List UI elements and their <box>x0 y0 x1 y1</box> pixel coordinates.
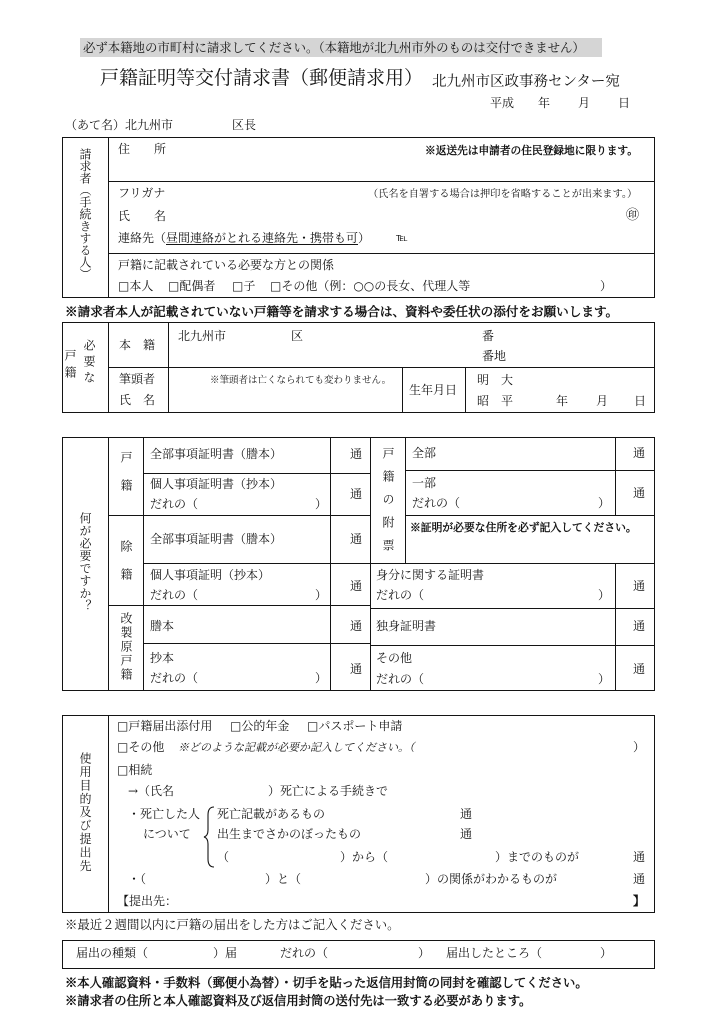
submit-to-open: 【提出先： <box>117 894 178 908</box>
whose-label: だれの（ <box>150 497 199 511</box>
other-count-input[interactable] <box>617 648 631 688</box>
fuhyo-all-item: 全部 <box>412 446 437 460</box>
joseki-group-label: 除籍 <box>119 540 133 596</box>
koseki-full-item: 全部事項証明書（謄本） <box>150 447 283 461</box>
divider <box>370 645 655 646</box>
other-certificate-item: その他 <box>376 651 413 665</box>
divider <box>108 715 109 913</box>
notification-type-open: 届出の種類（ <box>76 946 149 960</box>
divider <box>108 181 655 182</box>
birth-year-label: 年 <box>556 394 569 408</box>
range-open: （ <box>217 850 230 864</box>
count-unit: 通 <box>350 447 363 461</box>
divider <box>405 470 655 471</box>
single-count-input[interactable] <box>617 611 631 643</box>
other-purpose-close: ） <box>633 740 646 754</box>
status-count-input[interactable] <box>617 566 631 606</box>
name-input[interactable] <box>175 205 615 225</box>
checkbox-other-purpose[interactable]: □その他 <box>117 740 165 754</box>
birth-month-label: 月 <box>596 394 609 408</box>
honseki-label: 本 籍 <box>119 338 156 352</box>
register-section-label-a: 必要な <box>82 339 96 387</box>
divider <box>108 137 109 298</box>
fuhyo-address-input[interactable] <box>410 538 650 560</box>
checkbox-other-relation[interactable]: □その他（例：○○の長女、代理人等 <box>270 279 471 293</box>
fuhyo-all-count-input[interactable] <box>617 440 631 468</box>
brace-icon <box>203 806 215 868</box>
head-name-input[interactable] <box>174 388 398 408</box>
ward-name-input[interactable] <box>230 328 288 344</box>
footer-note-address-match: ※請求者の住所と本人確認資料及び返信用封筒の送付先は一致する必要があります。 <box>65 993 532 1008</box>
era-row-1[interactable]: 明 大 <box>477 373 514 387</box>
fuhyo-group-label: 戸籍の附票 <box>381 447 395 562</box>
address-note: ※返送先は申請者の住民登録地に限ります。 <box>425 144 638 157</box>
divider <box>370 608 655 609</box>
range-to: ）までのものが <box>495 850 580 864</box>
fuhyo-part-count-input[interactable] <box>617 472 631 512</box>
contact-hint: 昼間連絡がとれる連絡先・携帯も可 <box>166 231 359 245</box>
about-line-2: について <box>143 827 191 841</box>
deceased-prefix: →（氏名 <box>128 784 175 798</box>
whose-close: ） <box>598 588 611 602</box>
joseki-full-item: 全部事項証明書（謄本） <box>150 532 283 546</box>
range-end-input[interactable] <box>390 849 492 865</box>
whose-close: ） <box>598 496 611 510</box>
divider <box>405 515 655 516</box>
notice-banner <box>80 38 602 57</box>
notification-type-input[interactable] <box>150 944 210 964</box>
head-label: 筆頭者 <box>119 372 156 386</box>
divider <box>108 367 655 368</box>
honseki-banchi: 番地 <box>482 349 507 363</box>
notice-text: 必ず本籍地の市町村に請求してください。（本籍地が北九州市外のものは交付できません） <box>83 40 585 55</box>
checkbox-spouse[interactable]: □配偶者 <box>168 279 216 293</box>
relation-close: ） <box>600 279 613 293</box>
count-unit: 通 <box>460 827 473 841</box>
kaisei-full-count-input[interactable] <box>332 608 348 640</box>
whose-label: だれの（ <box>376 588 425 602</box>
count-unit: 通 <box>633 619 646 633</box>
requester-section-label: 請求者（手続きする人） <box>78 148 92 280</box>
checkbox-inheritance[interactable]: □相続 <box>117 763 153 777</box>
whose-close: ） <box>315 497 328 511</box>
count-unit: 通 <box>633 872 646 886</box>
count-unit: 通 <box>350 487 363 501</box>
deceased-name-input[interactable] <box>180 783 265 799</box>
honseki-ward: 区 <box>291 329 304 343</box>
divider <box>615 563 616 691</box>
recipient-prefix: （あて名）北九州市 <box>65 118 174 132</box>
koseki-individual-item: 個人事項証明書（抄本） <box>150 477 283 491</box>
death-record-item: 死亡記載があるもの <box>217 807 326 821</box>
name-label: 氏 名 <box>118 209 167 223</box>
submit-to-input[interactable] <box>180 893 630 909</box>
address-label: 住 所 <box>118 142 167 156</box>
honseki-city: 北九州市 <box>178 329 227 343</box>
count-unit: 通 <box>633 662 646 676</box>
recipient-suffix: 区長 <box>232 118 257 132</box>
notification-type-close: ）届 <box>213 946 238 960</box>
relation-person-a-input[interactable] <box>155 871 261 887</box>
kaisei-group-label: 改製原戸籍 <box>119 612 133 682</box>
checkbox-pension[interactable]: □公的年金 <box>230 719 290 733</box>
recent-note: ※最近２週間以内に戸籍の届出をした方はご記入ください。 <box>65 917 400 932</box>
relation-and: ）と（ <box>265 872 302 886</box>
count-unit: 通 <box>633 579 646 593</box>
status-certificate-item: 身分に関する証明書 <box>376 568 485 582</box>
koseki-individual-count-input[interactable] <box>332 476 348 512</box>
joseki-individual-item: 個人事項証明（抄本） <box>150 568 271 582</box>
back-to-birth-item: 出生までさかのぼったもの <box>217 827 362 841</box>
birth-label: 生年月日 <box>409 383 458 397</box>
count-unit: 通 <box>633 486 646 500</box>
tel-icon: ℡ <box>396 231 408 244</box>
range-from: ）から（ <box>340 850 389 864</box>
delegation-note: ※請求者本人が記載されていない戸籍等を請求する場合は、資料や委任状の添付をお願いします。 <box>65 304 619 319</box>
notification-whose-close: ） <box>418 946 431 960</box>
koseki-group-label: 戸籍 <box>119 451 133 507</box>
count-unit: 通 <box>350 579 363 593</box>
submit-to-close: 】 <box>633 894 646 908</box>
death-record-count-input[interactable] <box>420 806 456 822</box>
kaisei-individual-item: 抄本 <box>150 651 175 665</box>
divider <box>402 367 403 413</box>
divider <box>405 437 406 563</box>
signature-note: （氏名を自署する場合は押印を省略することが出来ます。） <box>368 189 638 200</box>
notification-place-close: ） <box>600 946 613 960</box>
register-section-label-b: 戸籍 <box>63 349 77 383</box>
divider <box>143 473 370 474</box>
checkbox-family-registration[interactable]: □戸籍届出添付用 <box>117 719 213 733</box>
fuhyo-note: ※証明が必要な住所を必ず記入してください。 <box>410 521 637 534</box>
ward-input[interactable] <box>176 116 228 132</box>
divider <box>143 643 370 644</box>
purpose-section-label: 使用目的及び提出先 <box>78 752 92 873</box>
form-title: 戸籍証明等交付請求書（郵便請求用） <box>100 67 424 89</box>
checkbox-self[interactable]: □本人 <box>118 279 154 293</box>
other-purpose-input[interactable] <box>425 739 630 755</box>
relation-person-b-input[interactable] <box>305 871 421 887</box>
count-unit: 通 <box>633 850 646 864</box>
honseki-ban: 番 <box>482 329 495 343</box>
certificates-section-label: 何が必要ですか？ <box>78 512 92 612</box>
addressee: 北九州市区政事務センター宛 <box>432 74 620 90</box>
divider <box>465 367 466 413</box>
era-row-2[interactable]: 昭 平 <box>477 394 514 408</box>
checkbox-passport[interactable]: □パスポート申請 <box>307 719 403 733</box>
divider <box>108 253 655 254</box>
furigana-input[interactable] <box>175 185 360 201</box>
kaisei-individual-count-input[interactable] <box>332 646 348 688</box>
divider <box>143 437 144 691</box>
whose-close: ） <box>598 672 611 686</box>
whose-label: だれの（ <box>150 671 199 685</box>
divider <box>330 437 331 691</box>
address-input[interactable] <box>170 160 650 178</box>
honseki-address-input[interactable] <box>305 328 477 364</box>
count-unit: 通 <box>350 662 363 676</box>
back-to-birth-count-input[interactable] <box>420 826 456 842</box>
date-year-input[interactable] <box>516 95 536 111</box>
date-era: 平成 <box>490 96 515 110</box>
head-note: ※筆頭者は亡くなられても変わりません。 <box>210 375 392 386</box>
notification-place-open: 届出したところ（ <box>446 946 543 960</box>
count-unit: 通 <box>350 532 363 546</box>
divider <box>615 437 616 515</box>
divider <box>143 563 370 564</box>
head-name-label: 氏 名 <box>119 393 156 407</box>
relation-end: ）の関係がわかるものが <box>425 872 558 886</box>
divider <box>370 563 655 564</box>
fuhyo-part-item: 一部 <box>412 476 437 490</box>
whose-label: だれの（ <box>412 496 461 510</box>
other-purpose-note: ※どのような記載が必要か記入してください。（ <box>178 741 415 754</box>
phone-input[interactable] <box>412 229 650 247</box>
whose-close: ） <box>315 671 328 685</box>
relation-label: 戸籍に記載されている必要な方との関係 <box>118 258 335 272</box>
whose-close: ） <box>315 588 328 602</box>
date-year-label: 年 <box>538 96 551 110</box>
date-day-input[interactable] <box>593 95 615 111</box>
single-certificate-item: 独身証明書 <box>376 619 437 633</box>
relation-open: ・（ <box>128 872 147 886</box>
footer-note-enclosures: ※本人確認資料・手数料（郵便小為替）・切手を貼った返信用封筒の同封を確認してください。 <box>65 975 588 990</box>
date-month-label: 月 <box>578 96 591 110</box>
contact-label: 連絡先（ <box>118 231 167 245</box>
count-unit: 通 <box>460 807 473 821</box>
about-line-1: ・死亡した人 <box>128 807 201 821</box>
date-day-label: 日 <box>618 96 631 110</box>
contact-close: ） <box>358 231 371 245</box>
joseki-individual-count-input[interactable] <box>332 566 348 602</box>
divider <box>108 605 370 606</box>
birth-day-label: 日 <box>634 394 647 408</box>
joseki-full-count-input[interactable] <box>332 518 348 560</box>
divider <box>108 515 370 516</box>
koseki-full-count-input[interactable] <box>332 440 348 470</box>
whose-label: だれの（ <box>376 672 425 686</box>
deceased-suffix: ）死亡による手続きで <box>268 784 389 798</box>
range-start-input[interactable] <box>232 849 337 865</box>
count-unit: 通 <box>350 619 363 633</box>
notification-whose: だれの（ <box>280 946 329 960</box>
seal-mark: ㊞ <box>626 208 640 223</box>
checkbox-child[interactable]: □子 <box>232 279 256 293</box>
furigana-label: フリガナ <box>118 186 166 200</box>
divider <box>108 437 109 691</box>
date-month-input[interactable] <box>553 95 575 111</box>
whose-label: だれの（ <box>150 588 199 602</box>
divider <box>370 437 371 691</box>
kaisei-full-item: 謄本 <box>150 619 175 633</box>
count-unit: 通 <box>633 446 646 460</box>
notification-place-input[interactable] <box>544 944 598 964</box>
notification-whose-input[interactable] <box>330 944 415 964</box>
